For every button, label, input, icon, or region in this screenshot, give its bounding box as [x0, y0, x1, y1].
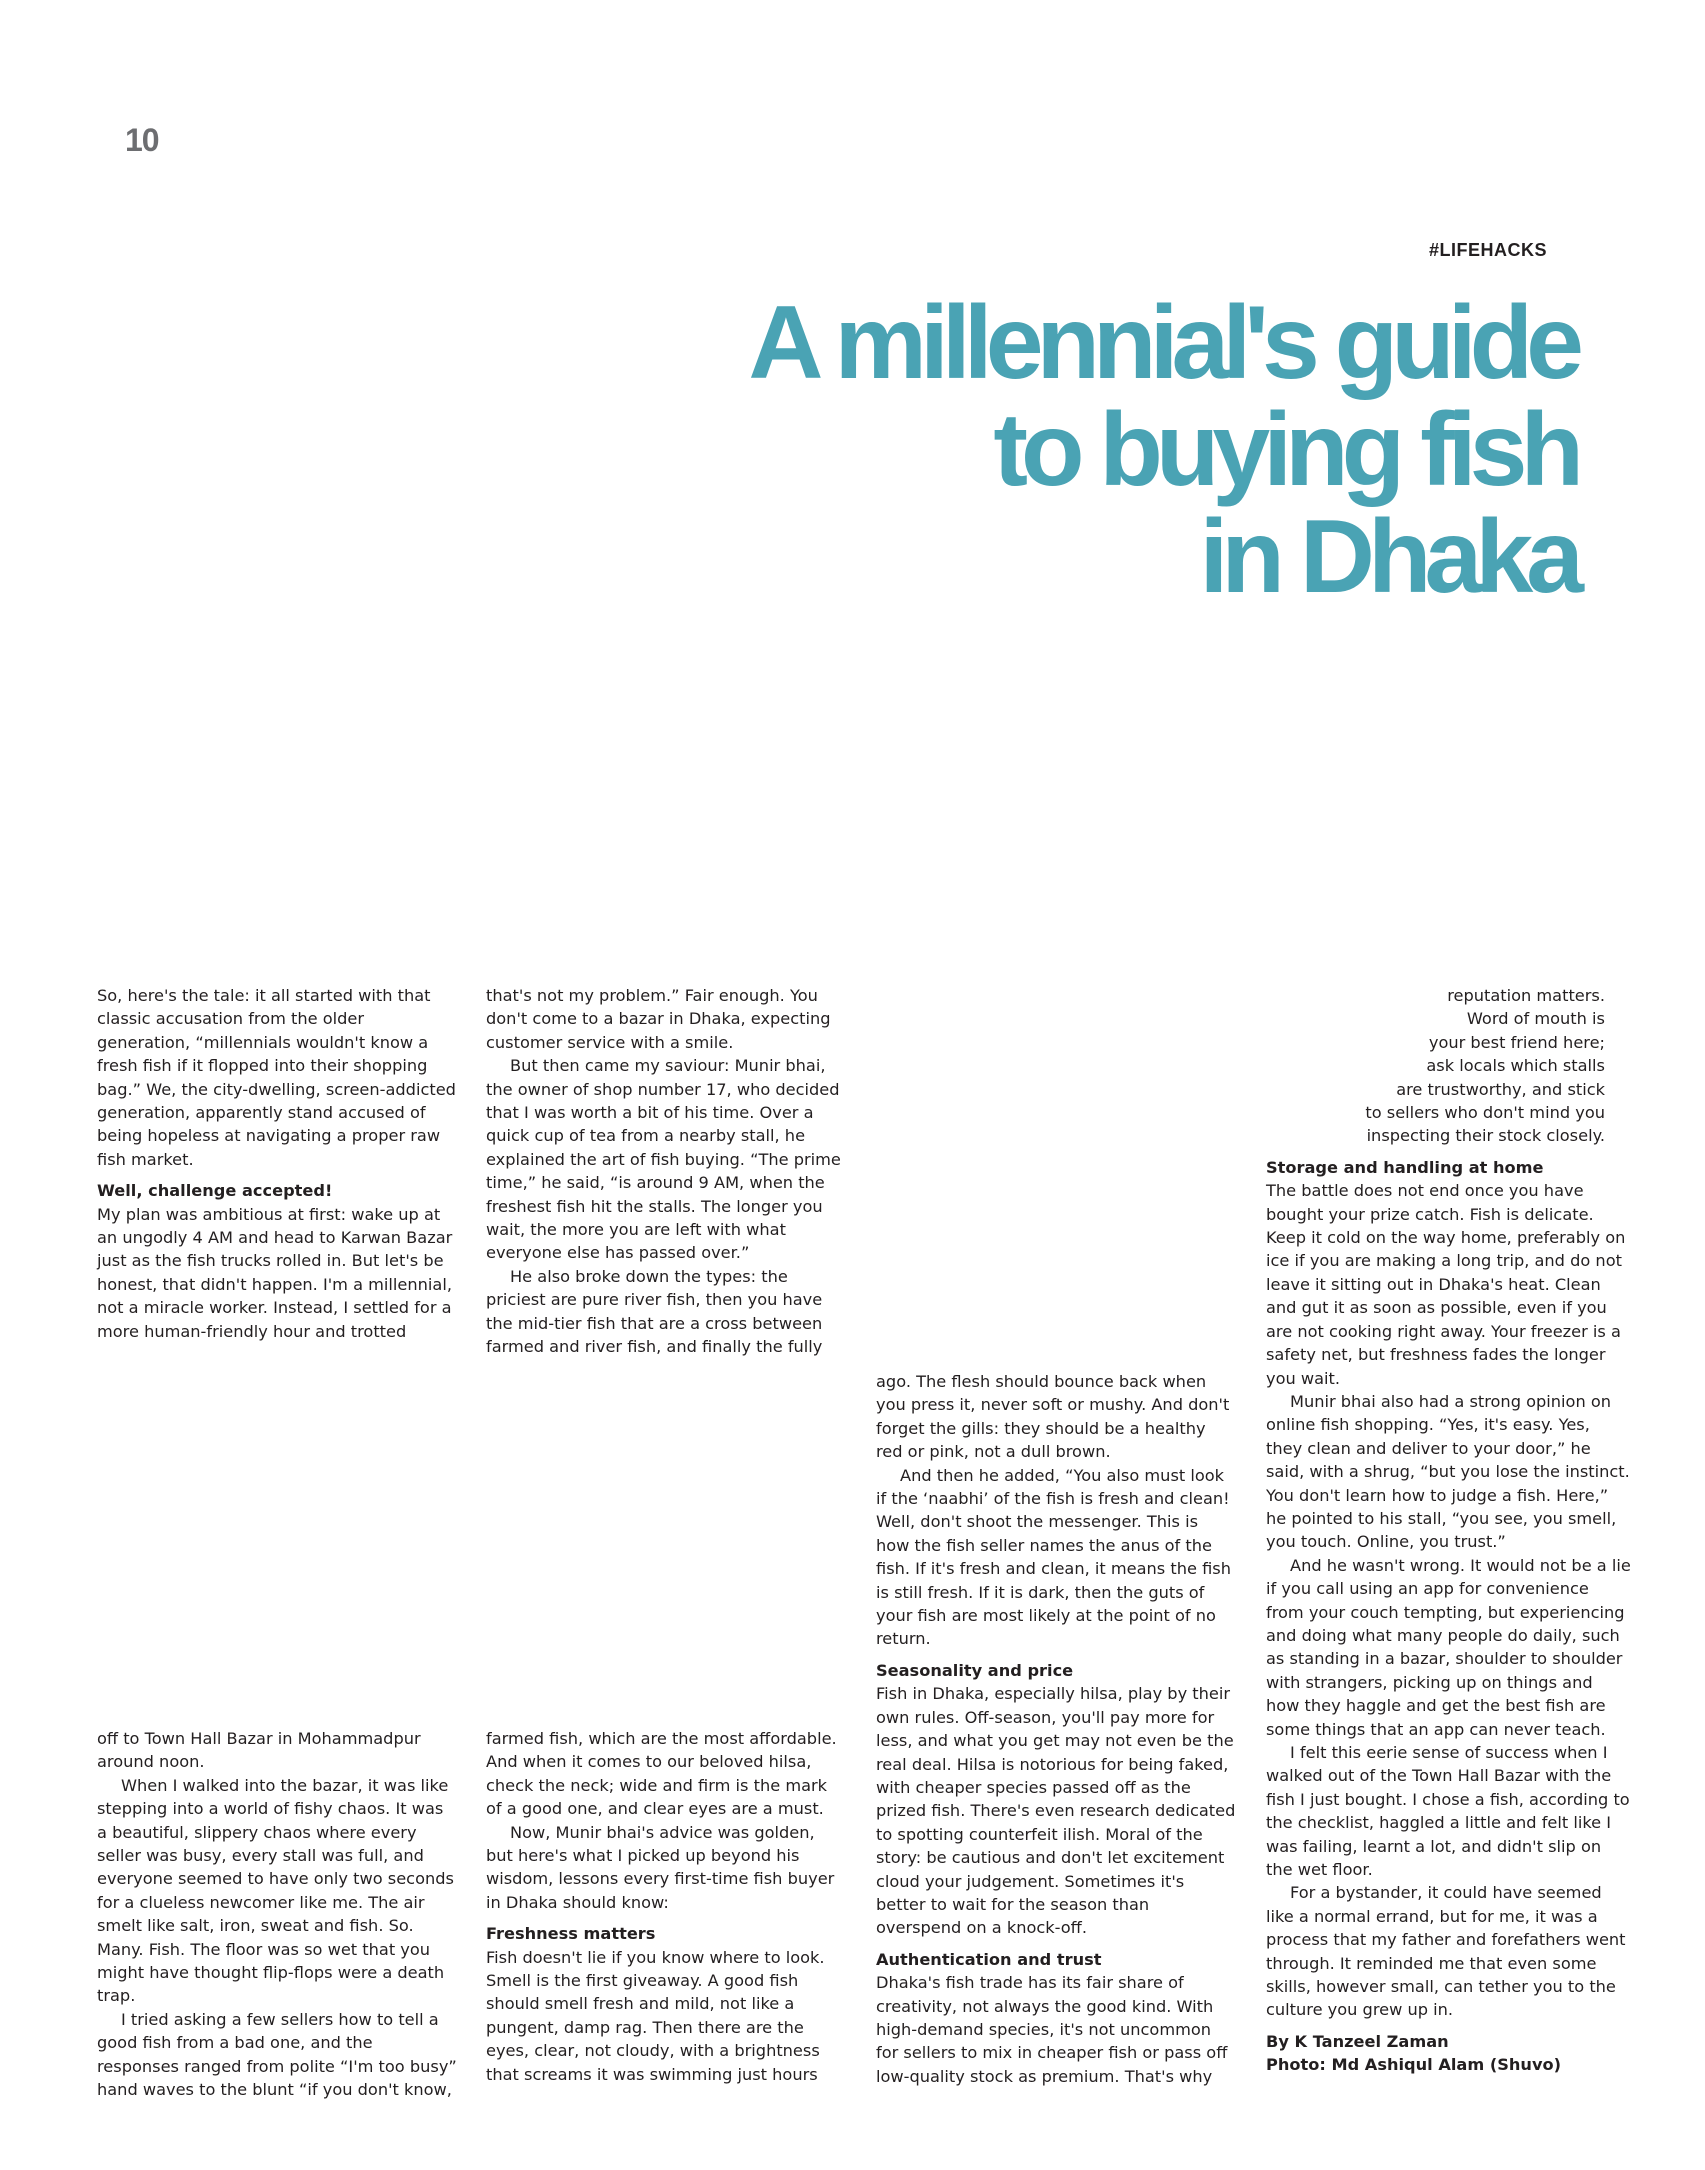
paragraph: I tried asking a few sellers how to tell a good fish from a bad one, and the responses ranged from polite “I'm too busy” hand waves to the blunt “if you don't know, — [97, 2009, 457, 2100]
paragraph: So, here's the tale: it all started with that classic accusation from the older generation, “millennials wouldn't know a fresh fish if it flopped into their shopping bag.” We, the city-dwelling, screen-addicted generation, apparently stand accused of being hopeless at navigating a proper raw fish market. — [97, 986, 456, 1169]
paragraph: Fish in Dhaka, especially hilsa, play by their own rules. Off-season, you'll pay more for less, and what you get may not even be the real deal. Hilsa is notorious for being faked, with cheaper species passed off as the prized fish. There's even research dedicated to spotting counterfeit ilish. Moral of the story: be cautious and don't let excitement cloud your judgement. Sometimes it's better to wait for the season than overspend on a knock-off. — [876, 1684, 1236, 1938]
subheading: Seasonality and price — [876, 1660, 1074, 1680]
paragraph: And then he added, “You also must look if the ‘naabhi’ of the fish is fresh and clean! Well, don't shoot the messenger. This is how the fish seller names the anus of the fish. If it's fresh and clean, it means the fish is still fresh. If it is dark, then the guts of your fish are most likely at the point of no return. — [876, 1465, 1231, 1649]
column-1-top — [97, 984, 457, 1343]
paragraph: off to Town Hall Bazar in Mohammadpur around noon. — [97, 1729, 421, 1772]
column-1-bottom — [97, 1727, 457, 2102]
column-4 — [1266, 984, 1631, 2077]
paragraph: I felt this eerie sense of success when I walked out of the Town Hall Bazar with the fish I just bought. I chose a fish, according to the checklist, haggled a little and felt like I was failing, learnt a lot, and didn't slip on the wet floor. — [1266, 1743, 1630, 1880]
aside-line: are trustworthy, and stick — [1396, 1079, 1605, 1099]
paragraph: He also broke down the types: the priciest are pure river fish, then you have the mid-tier fish that are a cross between farmed and river fish, and finally the fully — [486, 1266, 823, 1357]
photo-credit: Photo: Md Ashiqul Alam (Shuvo) — [1266, 2055, 1562, 2075]
aside-line: reputation matters. — [1447, 986, 1605, 1005]
paragraph: farmed fish, which are the most affordable. And when it comes to our beloved hilsa, check the neck; wide and firm is the mark of a good one, and clear eyes are a must. — [486, 1729, 837, 1819]
subheading: Well, challenge accepted! — [97, 1181, 333, 1201]
aside-line: inspecting their stock closely. — [1366, 1126, 1605, 1146]
column-3 — [876, 1370, 1236, 2088]
headline-line-3: in Dhaka — [1199, 499, 1577, 615]
aside-line: Word of mouth is — [1466, 1009, 1605, 1029]
section-tag: #LIFEHACKS — [1428, 240, 1547, 260]
paragraph: Now, Munir bhai's advice was golden, but here's what I picked up beyond his wisdom, lessons every first-time fish buyer in Dhaka should know: — [486, 1822, 835, 1912]
pull-aside — [1266, 984, 1631, 1148]
aside-line: your best friend here; — [1428, 1032, 1605, 1052]
headline-line-1: A millennial's guide — [748, 285, 1577, 401]
paragraph: Munir bhai also had a strong opinion on online fish shopping. “Yes, it's easy. Yes, they clean and deliver to your door,” he said, with a shrug, “but you lose the instinct. You don't learn how to judge a fish. Here,” he pointed to his stall, “you see, you smell, you touch. Online, you trust.” — [1266, 1391, 1630, 1552]
subheading: Freshness matters — [486, 1924, 656, 1944]
paragraph: The battle does not end once you have bought your prize catch. Fish is delicate. Keep it cold on the way home, preferably on ice if you are making a long trip, and do not leave it sitting out in Dhaka's heat. Clean and gut it as soon as possible, even if you are not cooking right away. Your freezer is a safety net, but freshness fades the longer you wait. — [1266, 1181, 1626, 1388]
paragraph: Dhaka's fish trade has its fair share of creativity, not always the good kind. With high-demand species, it's not uncommon for sellers to mix in cheaper fish or pass off low-quality stock as premium. That's why — [876, 1973, 1228, 2086]
byline: By K Tanzeel Zaman — [1266, 2031, 1449, 2051]
paragraph: Fish doesn't lie if you know where to look. Smell is the first giveaway. A good fish should smell fresh and mild, not like a pungent, damp rag. Then there are the eyes, clear, not cloudy, with a brightness that screams it was swimming just hours — [486, 1947, 825, 2084]
page-number: 10 — [125, 122, 159, 158]
headline-line-2: to buying fish — [993, 392, 1577, 508]
paragraph: ago. The flesh should bounce back when you press it, never soft or mushy. And don't forget the gills: they should be a healthy red or pink, not a dull brown. — [876, 1372, 1230, 1462]
subheading: Authentication and trust — [876, 1949, 1102, 1969]
column-2-top — [486, 984, 846, 1359]
paragraph: that's not my problem.” Fair enough. You don't come to a bazar in Dhaka, expecting customer service with a smile. — [486, 986, 831, 1052]
paragraph: But then came my saviour: Munir bhai, the owner of shop number 17, who decided that I was worth a bit of his time. Over a quick cup of tea from a nearby stall, he explained the art of fish buying. “The prime time,” he said, “is around 9 AM, when the freshest fish hit the stalls. The longer you wait, the more you are left with what everyone else has passed over.” — [486, 1056, 841, 1263]
subheading: Storage and handling at home — [1266, 1157, 1544, 1177]
paragraph: For a bystander, it could have seemed like a normal errand, but for me, it was a process that my father and forefathers went through. It reminded me that even some skills, however small, can tether you to the culture you grew up in. — [1266, 1883, 1626, 2020]
aside-line: ask locals which stalls — [1426, 1056, 1605, 1076]
paragraph: When I walked into the bazar, it was like stepping into a world of fishy chaos. It was a beautiful, slippery chaos where every seller was busy, every stall was full, and everyone seemed to have only two seconds for a clueless newcomer like me. The air smelt like salt, iron, sweat and fish. So. Many. Fish. The floor was so wet that you might have thought flip-flops were a death trap. — [97, 1775, 454, 2006]
aside-line: to sellers who don't mind you — [1365, 1103, 1605, 1123]
headline — [577, 285, 1577, 615]
paragraph: And he wasn't wrong. It would not be a lie if you call using an app for convenience from your couch tempting, but experiencing and doing what many people do daily, such as standing in a bazar, shoulder to shoulder with strangers, picking up on things and how they haggle and get the best fish are some things that an app can never teach. — [1266, 1555, 1631, 1739]
paragraph: My plan was ambitious at first: wake up at an ungodly 4 AM and head to Karwan Bazar just as the fish trucks rolled in. But let's be honest, that didn't happen. I'm a millennial, not a miracle worker. Instead, I settled for a more human-friendly hour and trotted — [97, 1204, 453, 1341]
column-2-bottom — [486, 1727, 846, 2086]
